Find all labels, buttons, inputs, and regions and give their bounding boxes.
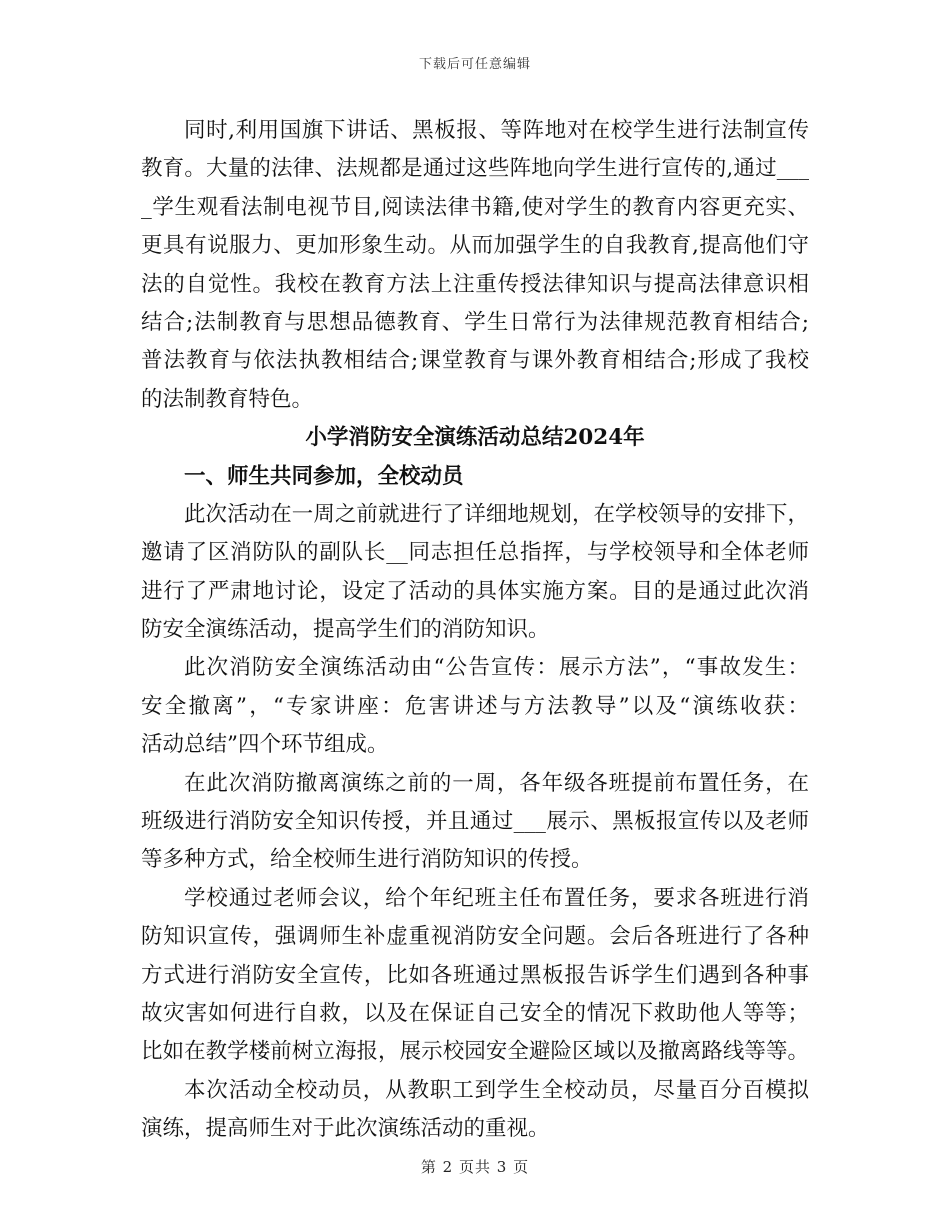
paragraph-line: 教育。大量的法律、法规都是通过这些阵地向学生进行宣传的,通过___ [141, 156, 809, 182]
paragraph-line: 进行了严肃地讨论，设定了活动的具体实施方案。目的是通过此次消 [141, 578, 809, 604]
paragraph-line: 安全撤离”，“专家讲座：危害讲述与方法教导”以及“演练收获： [141, 693, 809, 719]
paragraph-line: 结合;法制教育与思想品德教育、学生日常行为法律规范教育相结合; [141, 309, 809, 335]
paragraph-line: 此次活动在一周之前就进行了详细地规划，在学校领导的安排下， [184, 501, 809, 527]
subsection-heading: 一、师生共同参加，全校动员 [184, 463, 464, 489]
paragraph-line: _学生观看法制电视节目,阅读法律书籍,使对学生的教育内容更充实、 [141, 194, 809, 220]
paragraph-line: 防安全演练活动，提高学生们的消防知识。 [141, 617, 550, 643]
paragraph-line: 防知识宣传，强调师生补虚重视消防安全问题。会后各班进行了各种 [141, 924, 809, 950]
page-header: 下载后可任意编辑 [418, 57, 531, 72]
section-title: 小学消防安全演练活动总结2024年 [305, 425, 645, 451]
paragraph-line: 的法制教育特色。 [141, 386, 314, 412]
document-body [141, 112, 809, 1149]
paragraph-line: 此次消防安全演练活动由“公告宣传：展示方法”，“事故发生： [184, 655, 809, 681]
paragraph-line: 班级进行消防安全知识传授，并且通过___展示、黑板报宣传以及老师 [141, 809, 809, 835]
paragraph-line: 学校通过老师会议，给个年纪班主任布置任务，要求各班进行消 [184, 885, 809, 911]
paragraph-line: 本次活动全校动员，从教职工到学生全校动员，尽量百分百模拟 [184, 1077, 809, 1103]
paragraph-line: 活动总结”四个环节组成。 [141, 732, 389, 758]
paragraph-line: 演练，提高师生对于此次演练活动的重视。 [141, 1116, 550, 1142]
paragraph-line: 普法教育与依法执教相结合;课堂教育与课外教育相结合;形成了我校 [141, 348, 809, 374]
paragraph-line: 在此次消防撤离演练之前的一周，各年级各班提前布置任务，在 [184, 770, 809, 796]
paragraph-line: 法的自觉性。我校在教育方法上注重传授法律知识与提高法律意识相 [141, 271, 809, 297]
paragraph-line: 邀请了区消防队的副队长__同志担任总指挥，与学校领导和全体老师 [141, 540, 809, 566]
paragraph-line: 比如在教学楼前树立海报，展示校园安全避险区域以及撤离路线等等。 [141, 1039, 809, 1065]
paragraph-line: 故灾害如何进行自救，以及在保证自己安全的情况下救助他人等等； [141, 1000, 809, 1026]
paragraph-line: 更具有说服力、更加形象生动。从而加强学生的自我教育,提高他们守 [141, 233, 809, 259]
paragraph-line: 等多种方式，给全校师生进行消防知识的传授。 [141, 847, 593, 873]
paragraph-line: 方式进行消防安全宣传，比如各班通过黑板报告诉学生们遇到各种事 [141, 962, 809, 988]
page-footer: 第 2 页共 3 页 [420, 1158, 530, 1176]
paragraph-line: 同时,利用国旗下讲话、黑板报、等阵地对在校学生进行法制宣传 [184, 118, 809, 143]
